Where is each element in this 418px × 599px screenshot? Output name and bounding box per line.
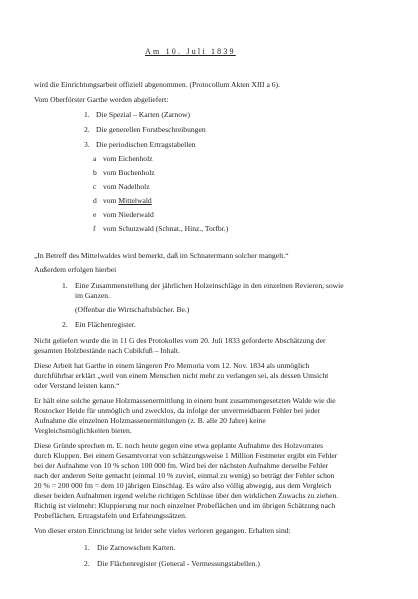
sublist-item: vom Niederwald [103, 210, 154, 219]
sublist-letter: e [93, 210, 97, 219]
paragraph-line: gesamten Holzbestände nach Cubikfuß – Inhalt. [34, 346, 180, 355]
list-item: Die generellen Forstbeschreibungen [96, 125, 206, 134]
list-number: 2. [84, 559, 90, 568]
sublist-item-prefix: vom [103, 196, 119, 205]
paragraph-line: Diese Gründe sprechen m. E. noch heute gegen eine etwa geplante Aufnahme des Holzvorrates [34, 441, 324, 450]
paragraph-line: durch Kluppen. Bei einem Gesamtvorrat von schätzungsweise 1 Million Festmeter ergibt ein Fehler [34, 451, 338, 460]
paragraph-additionally: Außerdem erfolgen hierbei [34, 265, 117, 274]
list-number: 1. [84, 110, 90, 119]
list-item: Ein Flächenregister. [75, 320, 136, 329]
list-number: 2. [84, 125, 90, 134]
list-item: Die Zarnowschen Karten. [97, 543, 176, 552]
list-item: Die Flächenregister (General - Vermessungstabellen.) [97, 559, 260, 568]
paragraph-delivered-intro: Vom Oberförster Garthe werden abgeliefert: [34, 95, 169, 104]
paragraph-line: oder Verstand leisten kann.“ [34, 381, 120, 390]
paragraph-line: bei der Aufnahme von 10 % schon 100 000 fm. Wird bei der nächsten Aufnahme derselbe Fehler [34, 461, 329, 470]
page-title: Am 10. Juli 1839 [145, 47, 236, 56]
list-number: 1. [84, 543, 90, 552]
paragraph-line: durchführbar erklärt „weil von einem Menschen nicht mehr zu verlangen sei, als dessen Umsicht [34, 371, 329, 380]
quote-mittelwald: „In Betreff des Mittelwaldes wird bemerkt, daß im Schnatermann solcher mangelt.“ [34, 251, 289, 260]
sublist-letter: d [93, 196, 97, 205]
paragraph-line: Aufnahme die einzelnen Holzmassenermittlungen (z. B. alle 20 Jahre) keine [34, 416, 266, 425]
paragraph-acceptance: wird die Einrichtungsarbeit offiziell abgenommen. (Protocollum Akten XIII a 6). [34, 80, 280, 89]
paragraph-line: dieser beiden Aufnahmen irgend welche richtigen Schlüsse über den wirklichen Zuwachs zu ziehen. [34, 491, 339, 500]
sublist-item: vom Schutzwald (Schnat., Hinz., Torfbr.) [103, 224, 229, 233]
sublist-item [103, 196, 152, 205]
sublist-letter: b [93, 168, 97, 177]
paragraph-line: Er hält eine solche genaue Holzmassenermittlung in einem bunt zusammengesetzten Walde wie die [34, 396, 336, 405]
sublist-letter: c [93, 182, 97, 191]
list-number: 1. [62, 281, 68, 290]
paragraph-line: Probeflächen, Ertragstafeln und Erfahrungssätzen. [34, 511, 187, 520]
paragraph-lost: Von dieser ersten Einrichtung ist leider sehr vieles verloren gegangen. Erhalten sind: [34, 526, 291, 535]
sublist-letter: f [93, 224, 96, 233]
list-item: Die Spezial – Karten (Zarnow) [96, 110, 191, 119]
sublist-letter: a [93, 154, 97, 163]
paragraph-line: Richtig ist vielmehr: Kluppierung nur noch einzelner Probeflächen und im übrigen Schätzung nach [34, 501, 336, 510]
sublist-item-underlined: Mittelwald [118, 196, 152, 205]
paragraph-line: Diese Arbeit hat Garthe in einem längeren Pro Memoria vom 12. Nov. 1834 als unmöglich [34, 361, 310, 370]
paragraph-line: Nicht geliefert wurde die in 11 G des Protokolles vom 20. Juli 1833 geforderte Abschätzung der [34, 336, 326, 345]
paragraph-line: Vergleichsmöglichkeiten bieten. [34, 426, 132, 435]
list-number: 3. [84, 140, 90, 149]
sublist-item: vom Buchenholz [103, 168, 155, 177]
sublist-item: vom Nadelholz [103, 182, 150, 191]
paragraph-line: Rostocker Heide für unmöglich und zwecklos, da infolge der unvermeidbaren Fehler bei jeder [34, 406, 321, 415]
list-item: Die periodischen Ertragstabellen [96, 140, 196, 149]
list-item-line: im Ganzen. [75, 291, 111, 300]
list-item-note: (Offenbar die Wirtschaftsbücher. Be.) [75, 305, 190, 314]
list-number: 2. [62, 320, 68, 329]
sublist-item: vom Eichenholz [103, 154, 153, 163]
paragraph-line: 20 % = 200 000 fm = dem 10 jährigen Einschlag. Es wäre also völlig abwegig, aus dem Vergleich [34, 481, 332, 490]
list-item-line: Eine Zusammenstellung der jährlichen Holzeinschläge in den einzelnen Revieren, sowie [75, 281, 344, 290]
paragraph-line: nach der anderen Seite gemacht (einmal 10 % zuviel, einmal zu wenig) so beträgt der Fehler schon [34, 471, 335, 480]
